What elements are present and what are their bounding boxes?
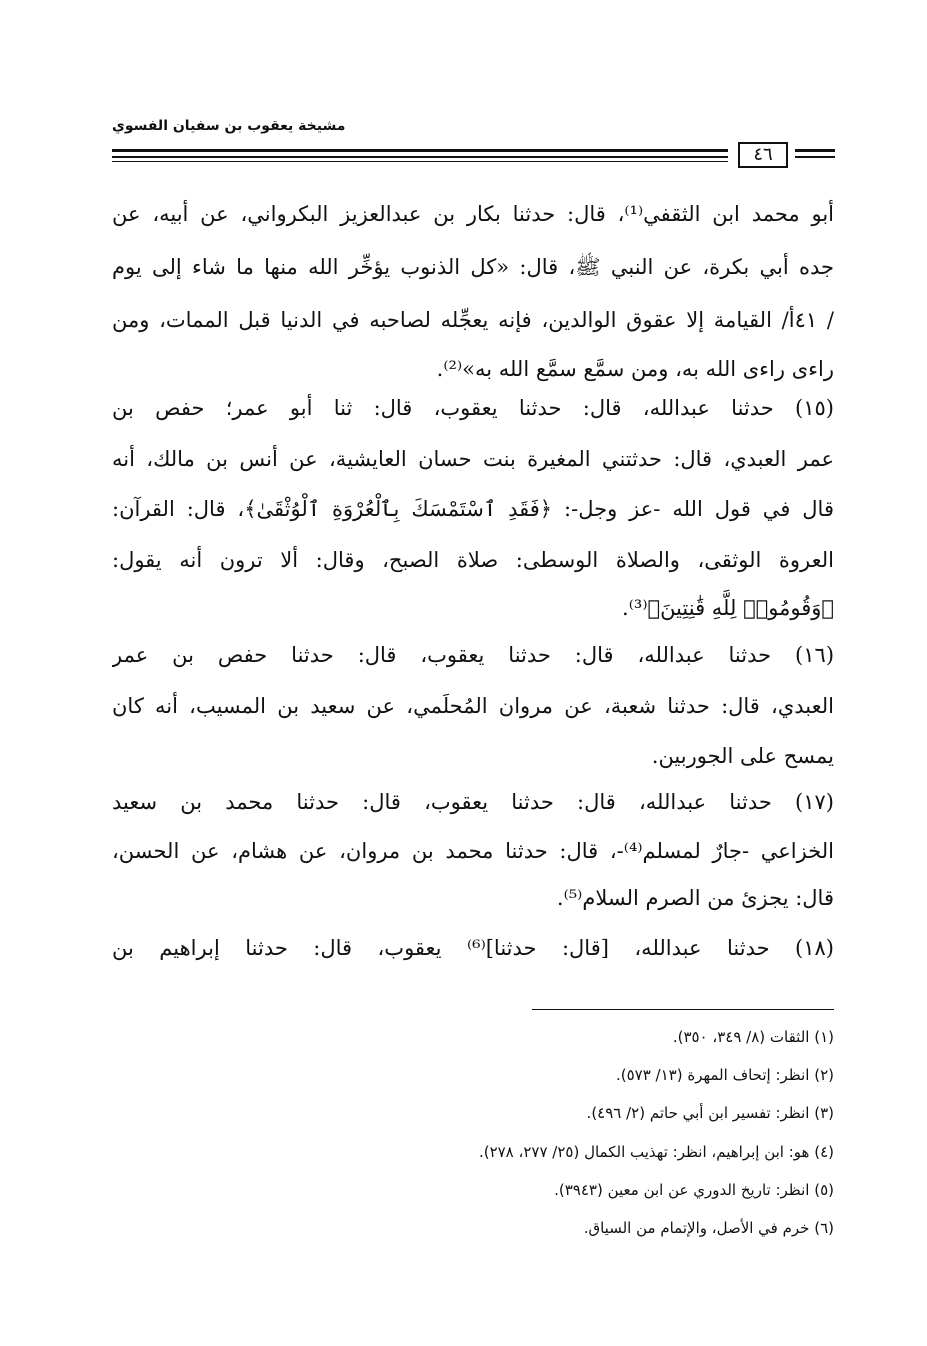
- footnote: (٦) خرم في الأصل، والإتمام من السياق.: [583, 1219, 834, 1237]
- text-line: جده أبي بكرة، عن النبي ﷺ، قال: «كل الذنوب يؤخِّر الله منها ما شاء إلى يوم: [112, 255, 834, 279]
- footnote: (٣) انظر: تفسير ابن أبي حاتم (٢/ ٤٩٦).: [586, 1104, 834, 1122]
- text-line: أبو محمد ابن الثقفي⁽¹⁾، قال: حدثنا بكار بن عبدالعزيز البكرواني، عن أبيه، عن: [112, 202, 834, 226]
- header-rule: [112, 149, 728, 152]
- text-line: راءى راءى الله به، ومن سمَّع سمَّع الله به»⁽²⁾.: [436, 357, 834, 381]
- text-line: العبدي، قال: حدثنا شعبة، عن مروان المُحلَمي، عن سعيد بن المسيب، أنه كان: [112, 694, 834, 718]
- footnote: (٤) هو: ابن إبراهيم، انظر: تهذيب الكمال (٢٥/ ٢٧٧، ٢٧٨).: [478, 1143, 834, 1161]
- footnote: (٢) انظر: إتحاف المهرة (١٣/ ٥٧٣).: [615, 1066, 834, 1084]
- text-line: قال: يجزئ من الصرم السلام⁽⁵⁾.: [556, 886, 834, 910]
- text-line: (١٥) حدثنا عبدالله، قال: حدثنا يعقوب، قال: ثنا أبو عمر؛ حفص بن: [112, 396, 834, 420]
- footnote-separator: [532, 1009, 834, 1010]
- text-line: الخزاعي -جارٌ لمسلم⁽⁴⁾-، قال: حدثنا محمد بن مروان، عن هشام، عن الحسن،: [112, 839, 834, 863]
- footnote: (٥) انظر: تاريخ الدوري عن ابن معين (٣٩٤٣).: [554, 1181, 834, 1199]
- text-line: يمسح على الجوربين.: [651, 744, 834, 768]
- text-line: (١٧) حدثنا عبدالله، قال: حدثنا يعقوب، قال: حدثنا محمد بن سعيد: [112, 790, 834, 814]
- header-corner-rule: [795, 156, 835, 158]
- header-corner-rule: [795, 149, 835, 152]
- text-line: عمر العبدي، قال: حدثتني المغيرة بنت حسان العايشية، عن أنس بن مالك، أنه: [112, 447, 834, 471]
- text-line: ﴿وَقُومُوا۟ لِلَّهِ قَٰنِتِينَ﴾⁽³⁾.: [622, 596, 834, 620]
- text-line: (١٦) حدثنا عبدالله، قال: حدثنا يعقوب، قال: حدثنا حفص بن عمر: [112, 643, 834, 667]
- text-line: / ٤١أ/ القيامة إلا عقوق الوالدين، فإنه يعجِّله لصاحبه في الدنيا قبل الممات، ومن: [112, 308, 834, 332]
- running-header-title: مشيخة يعقوب بن سفيان الفسوي: [112, 118, 346, 134]
- footnote: (١) الثقات (٨/ ٣٤٩، ٣٥٠).: [672, 1028, 834, 1046]
- page-number: ٤٦: [738, 142, 788, 168]
- text-line: (١٨) حدثنا عبدالله، [قال: حدثنا]⁽⁶⁾ يعقوب، قال: حدثنا إبراهيم بن: [112, 936, 834, 960]
- header-rule: [112, 161, 728, 162]
- text-line: قال في قول الله -عز وجل-: ﴿فَقَدِ ٱسْتَمْسَكَ بِٱلْعُرْوَةِ ٱلْوُثْقَىٰ﴾، قال: القرآن:: [112, 497, 834, 521]
- text-line: العروة الوثقى، والصلاة الوسطى: صلاة الصبح، وقال: ألا ترون أنه يقول:: [112, 548, 834, 572]
- header-rule: [112, 156, 728, 158]
